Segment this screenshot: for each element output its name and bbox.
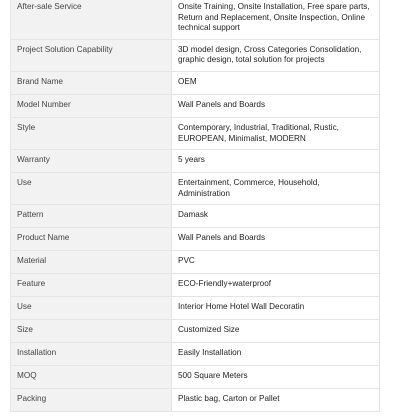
table-row — [11, 274, 380, 297]
spec-label: Use — [11, 173, 172, 205]
table-row — [11, 94, 380, 117]
table-row — [11, 297, 380, 320]
spec-label: MOQ — [11, 366, 172, 389]
spec-value: 3D model design, Cross Categories Consolidation, graphic design, total solution for projects — [172, 39, 380, 71]
table-row — [11, 173, 380, 205]
spec-value: Easily Installation — [172, 343, 380, 366]
table-row — [11, 320, 380, 343]
spec-label: Installation — [11, 343, 172, 366]
spec-label: Model Number — [11, 94, 172, 117]
spec-label: Product Name — [11, 228, 172, 251]
spec-label: Project Solution Capability — [11, 39, 172, 71]
table-row — [11, 205, 380, 228]
spec-label: Use — [11, 297, 172, 320]
spec-value: Onsite Training, Onsite Installation, Free spare parts, Return and Replacement, Onsite Inspection, Online technical support — [172, 0, 380, 39]
spec-value: Wall Panels and Boards — [172, 94, 380, 117]
table-row — [11, 389, 380, 412]
spec-label: After-sale Service — [11, 0, 172, 39]
spec-value: Contemporary, Industrial, Traditional, Rustic, EUROPEAN, Minimalist, MODERN — [172, 117, 380, 149]
spec-label: Warranty — [11, 150, 172, 173]
table-row — [11, 0, 380, 39]
spec-label: Feature — [11, 274, 172, 297]
table-row — [11, 39, 380, 71]
spec-label: Packing — [11, 389, 172, 412]
spec-label: Material — [11, 251, 172, 274]
spec-value: 5 years — [172, 150, 380, 173]
table-row — [11, 228, 380, 251]
spec-label: Style — [11, 117, 172, 149]
table-row — [11, 117, 380, 149]
spec-value: Entertainment, Commerce, Household, Administration — [172, 173, 380, 205]
spec-value: Damask — [172, 205, 380, 228]
product-specifications-table — [10, 0, 380, 412]
spec-value: 500 Square Meters — [172, 366, 380, 389]
spec-value: Customized Size — [172, 320, 380, 343]
table-row — [11, 251, 380, 274]
spec-value: PVC — [172, 251, 380, 274]
spec-label: Brand Name — [11, 71, 172, 94]
table-row — [11, 343, 380, 366]
spec-value: ECO-Friendly+waterproof — [172, 274, 380, 297]
spec-label: Pattern — [11, 205, 172, 228]
table-row — [11, 150, 380, 173]
spec-label: Size — [11, 320, 172, 343]
spec-value: Interior Home Hotel Wall Decoratin — [172, 297, 380, 320]
spec-value: OEM — [172, 71, 380, 94]
table-row — [11, 366, 380, 389]
spec-value: Plastic bag, Carton or Pallet — [172, 389, 380, 412]
spec-value: Wall Panels and Boards — [172, 228, 380, 251]
table-row — [11, 71, 380, 94]
